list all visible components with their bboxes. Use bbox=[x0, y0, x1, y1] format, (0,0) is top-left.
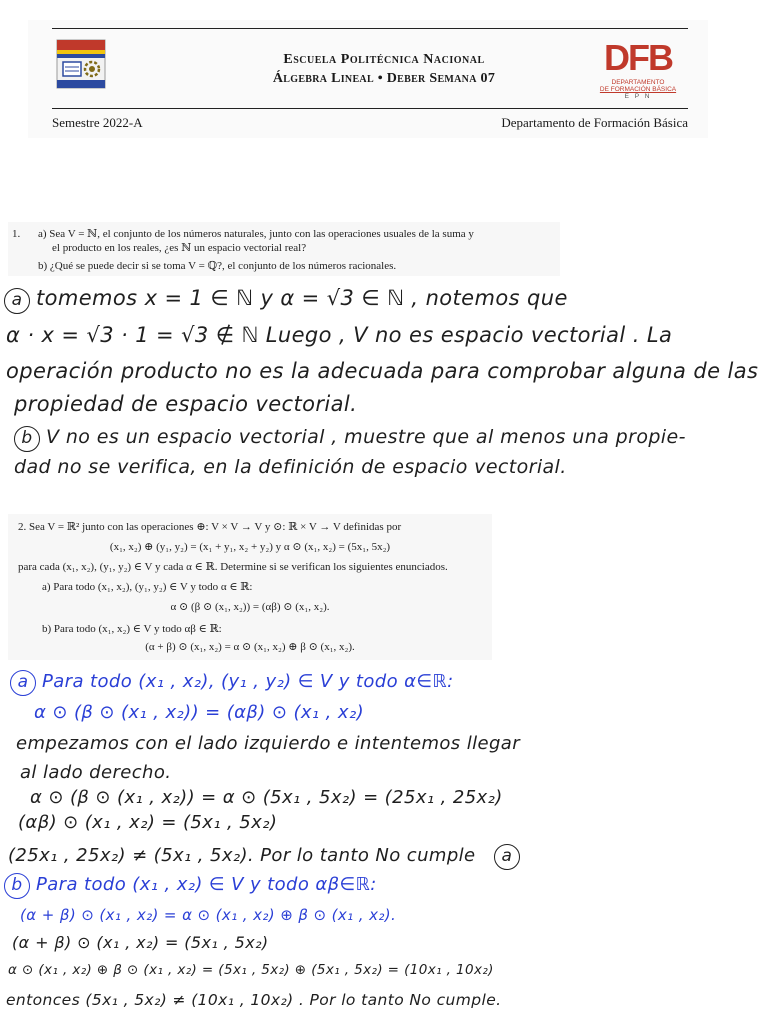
dfb-caption-1: DEPARTAMENTO bbox=[611, 79, 665, 86]
header-bottom-rule bbox=[52, 108, 688, 109]
answer-2-line-10: (α + β) ⊙ (x₁ , x₂) = (5x₁ , 5x₂) bbox=[12, 933, 269, 952]
problem-2-condition: para cada (x₁, x₂), (y₁, y₂) ∈ V y cada α ∈ ℝ. Determine si se verifican los siguientes enunciados. bbox=[18, 561, 448, 573]
answer-2-line-3: empezamos con el lado izquierdo e intentemos llegar bbox=[16, 733, 521, 754]
answer-2-line-4: al lado derecho. bbox=[20, 762, 172, 783]
answer-2-b-line-2: (α + β) ⊙ (x₁ , x₂) = α ⊙ (x₁ , x₂) ⊕ β ⊙ (x₁ , x₂). bbox=[20, 906, 397, 924]
header-top-rule bbox=[52, 28, 688, 29]
answer-2-line-5: α ⊙ (β ⊙ (x₁ , x₂)) = α ⊙ (5x₁ , 5x₂) = (25x₁ , 25x₂) bbox=[30, 787, 503, 808]
answer-2-line-6: (αβ) ⊙ (x₁ , x₂) = (5x₁ , 5x₂) bbox=[18, 812, 278, 833]
problem-2-a-text: a) Para todo (x₁, x₂), (y₁, y₂) ∈ V y todo α ∈ ℝ: bbox=[42, 581, 253, 593]
answer-1-line-3: operación producto no es la adecuada para comprobar alguna de las bbox=[6, 359, 759, 383]
dfb-mark bbox=[593, 38, 683, 74]
department-label: Departamento de Formación Básica bbox=[501, 115, 688, 130]
answer-2-a-line-2: α ⊙ (β ⊙ (x₁ , x₂)) = (αβ) ⊙ (x₁ , x₂) bbox=[34, 702, 364, 723]
dfb-logo bbox=[593, 38, 683, 100]
answer-2-b-line-1 bbox=[4, 873, 377, 899]
dfb-caption-3: E P N bbox=[624, 93, 652, 100]
answer-1-line-2: α · x = √3 · 1 = √3 ∉ ℕ Luego , V no es espacio vectorial . La bbox=[6, 323, 673, 347]
answer-2-a-line-1 bbox=[10, 670, 454, 696]
problem-1-a-line1: a) Sea V = ℕ, el conjunto de los números naturales, junto con las operaciones usuales de la suma y bbox=[38, 228, 474, 240]
answer-1-line-6: dad no se verifica, en la definición de espacio vectorial. bbox=[14, 456, 567, 478]
answer-2-a-line-1-text: Para todo (x₁ , x₂), (y₁ , y₂) ∈ V y todo α∈ℝ: bbox=[42, 671, 454, 692]
answer-2-line-7 bbox=[8, 844, 526, 870]
answer-1-a-label: a bbox=[4, 288, 30, 314]
dfb-mark-text: DFB bbox=[604, 38, 672, 74]
answer-1-b-label: b bbox=[14, 426, 40, 452]
problem-2-intro: 2. Sea V = ℝ² junto con las operaciones ⊕: V × V → V y ⊙: ℝ × V → V definidas por bbox=[18, 521, 402, 533]
semester-label: Semestre 2022-A bbox=[52, 115, 143, 130]
problem-2-b-text: b) Para todo (x₁, x₂) ∈ V y todo αβ ∈ ℝ: bbox=[42, 623, 222, 635]
course-subtitle: Álgebra Lineal • Deber Semana 07 bbox=[272, 71, 496, 86]
problem-2-b-formula: (α + β) ⊙ (x₁, x₂) = α ⊙ (x₁, x₂) ⊕ β ⊙ (x₁, x₂). bbox=[145, 641, 355, 653]
problem-2-definition: (x₁, x₂) ⊕ (y₁, y₂) = (x₁ + y₁, x₂ + y₂) y α ⊙ (x₁, x₂) = (5x₁, 5x₂) bbox=[109, 541, 391, 553]
answer-1-line-1-text: tomemos x = 1 ∈ ℕ y α = √3 ∈ ℕ , notemos que bbox=[36, 286, 568, 310]
answer-2-line-7-label: a bbox=[494, 844, 520, 870]
problem-1-number: 1. bbox=[12, 228, 21, 240]
answer-2-line-12: entonces (5x₁ , 5x₂) ≠ (10x₁ , 10x₂) . Por lo tanto No cumple. bbox=[6, 991, 502, 1009]
answer-1-line-5-text: V no es un espacio vectorial , muestre que al menos una propie- bbox=[46, 426, 686, 448]
problem-1-a-line2: el producto en los reales, ¿es ℕ un espacio vectorial real? bbox=[52, 242, 307, 254]
answer-2-a-label: a bbox=[10, 670, 36, 696]
answer-2-line-7-text: (25x₁ , 25x₂) ≠ (5x₁ , 5x₂). Por lo tanto No cumple bbox=[8, 845, 476, 866]
answer-2-b-label: b bbox=[4, 873, 30, 899]
answer-2-b-line-1-text: Para todo (x₁ , x₂) ∈ V y todo αβ∈ℝ: bbox=[36, 874, 377, 895]
institution-title: Escuela Politécnica Nacional bbox=[283, 52, 485, 67]
dfb-caption-2: DE FORMACIÓN BÁSICA bbox=[599, 86, 677, 93]
problem-2-a-formula: α ⊙ (β ⊙ (x₁, x₂)) = (αβ) ⊙ (x₁, x₂). bbox=[170, 601, 330, 613]
answer-1-line-4: propiedad de espacio vectorial. bbox=[14, 392, 358, 416]
answer-2-line-11: α ⊙ (x₁ , x₂) ⊕ β ⊙ (x₁ , x₂) = (5x₁ , 5x₂) ⊕ (5x₁ , 5x₂) = (10x₁ , 10x₂) bbox=[8, 962, 494, 978]
answer-1-line-1 bbox=[4, 286, 568, 314]
problem-2 bbox=[8, 514, 492, 660]
problem-1-b: b) ¿Qué se puede decir si se toma V = ℚ?, el conjunto de los números racionales. bbox=[38, 260, 397, 272]
answer-1-line-5 bbox=[14, 424, 686, 452]
problem-1 bbox=[8, 222, 560, 276]
